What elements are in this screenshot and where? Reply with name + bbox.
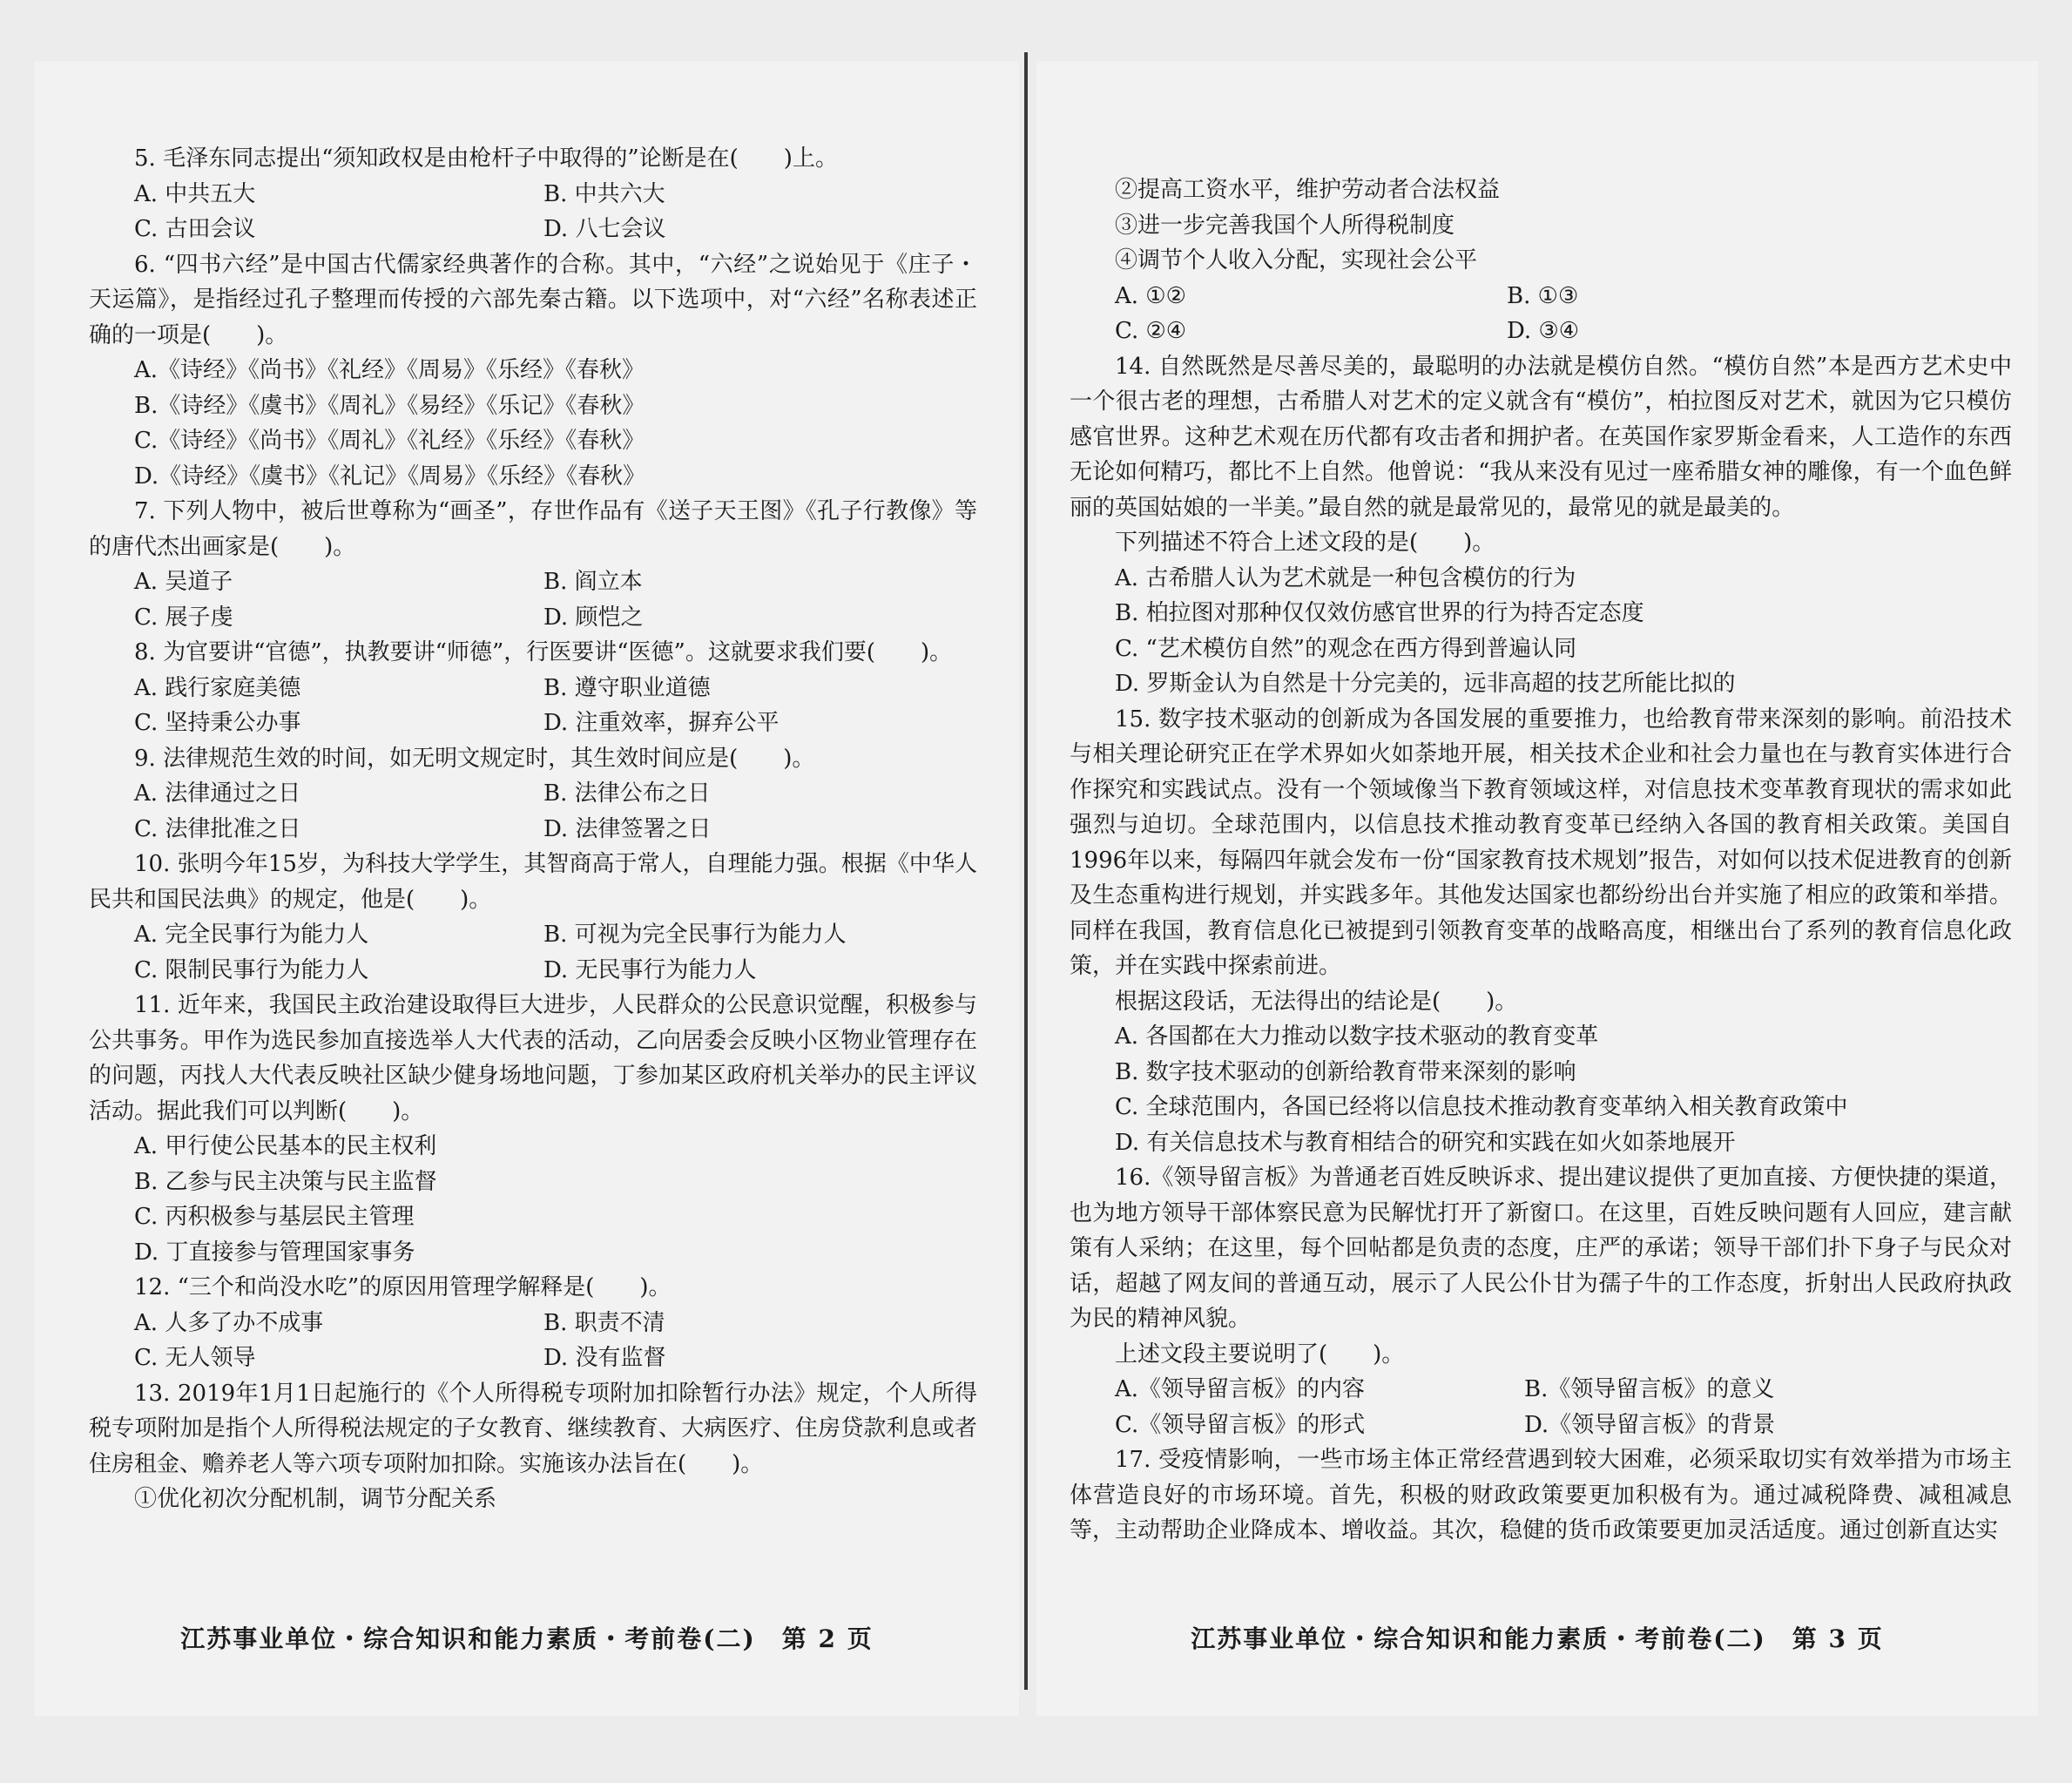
question-17-stem: 17. 受疫情影响，一些市场主体正常经营遇到较大困难，必须采取切实有效举措为市场主体营造良好的市场环境。首先，积极的财政政策要更加积极有为。通过减税降费、减租减息等，主动帮助企业降成本、增收益。其次，稳健的货币政策要更加灵活适度。通过创新直达实 bbox=[1070, 1447, 2012, 1543]
question-11-options bbox=[89, 1129, 977, 1270]
question-16-options bbox=[1070, 1372, 2012, 1442]
option: B.《领导留言板》的意义 bbox=[1524, 1376, 1775, 1402]
question-13-item: ③进一步完善我国个人所得税制度 bbox=[1115, 212, 1455, 239]
option: D. 法律签署之日 bbox=[543, 815, 712, 842]
question-13-stem: 13. 2019年1月1日起施行的《个人所得税专项附加扣除暂行办法》规定，个人所得税专项附加是指个人所得税法规定的子女教育、继续教育、大病医疗、住房贷款利息或者住房租金、赡养老人等六项专项附加扣除。实施该办法旨在( )。 bbox=[89, 1380, 977, 1477]
option: A. 吴道子 bbox=[134, 569, 233, 595]
option: C. 无人领导 bbox=[134, 1345, 256, 1371]
question-16-prompt: 上述文段主要说明了( )。 bbox=[1115, 1341, 1405, 1368]
option: B. 遵守职业道德 bbox=[543, 674, 711, 701]
option: B. 柏拉图对那种仅仅效仿感官世界的行为持否定态度 bbox=[1115, 600, 1644, 626]
option: B. ①③ bbox=[1507, 282, 1579, 309]
question-16-stem: 16.《领导留言板》为普通老百姓反映诉求、提出建议提供了更加直接、方便快捷的渠道，也为地方领导干部体察民意为民解忧打开了新窗口。在这里，百姓反映问题有人回应，建言献策有人采纳；在这里，每个回帖都是负责的态度，庄严的承诺；领导干部们扑下身子与民众对话，超越了网友间的普通互动，展示了人民公仆甘为孺子牛的工作态度，折射出人民政府执政为民的精神风貌。 bbox=[1070, 1165, 2012, 1332]
option: D.《诗经》《虞书》《礼记》《周易》《乐经》《春秋》 bbox=[134, 463, 646, 490]
option: C. “艺术模仿自然”的观念在西方得到普遍认同 bbox=[1115, 635, 1577, 662]
question-11-stem: 11. 近年来，我国民主政治建设取得巨大进步，人民群众的公民意识觉醒，积极参与公共事务。甲作为选民参加直接选举人大代表的活动，乙向居委会反映小区物业管理存在的问题，丙找人大代表反映社区缺少健身场地问题，丁参加某区政府机关举办的民主评议活动。据此我们可以判断( )。 bbox=[89, 992, 977, 1125]
question-15-prompt: 根据这段话，无法得出的结论是( )。 bbox=[1115, 988, 1518, 1015]
option: B. 可视为完全民事行为能力人 bbox=[543, 922, 847, 948]
option: D. 八七会议 bbox=[543, 216, 666, 242]
option: D. 罗斯金认为自然是十分完美的，远非高超的技艺所能比拟的 bbox=[1115, 671, 1736, 697]
left-page bbox=[35, 61, 1019, 1716]
option: B. 乙参与民主决策与民主监督 bbox=[134, 1168, 437, 1195]
question-7-options bbox=[89, 564, 977, 635]
question-13-options bbox=[1070, 279, 2012, 349]
page-footer: 江苏事业单位・综合知识和能力素质・考前卷(二) 第 3 页 bbox=[1191, 1624, 1884, 1653]
option: A.《诗经》《尚书》《礼经》《周易》《乐经》《春秋》 bbox=[134, 357, 645, 383]
question-12-stem: 12. “三个和尚没水吃”的原因用管理学解释是( )。 bbox=[134, 1274, 672, 1300]
option: A. 践行家庭美德 bbox=[134, 674, 301, 701]
question-14-prompt: 下列描述不符合上述文段的是( )。 bbox=[1115, 530, 1495, 556]
question-13-item: ②提高工资水平，维护劳动者合法权益 bbox=[1115, 177, 1501, 203]
option: C. 限制民事行为能力人 bbox=[134, 956, 369, 983]
question-13-item: ①优化初次分配机制，调节分配关系 bbox=[134, 1486, 497, 1512]
question-9-options bbox=[89, 776, 977, 847]
option: C. 丙积极参与基层民主管理 bbox=[134, 1204, 415, 1230]
question-8-options bbox=[89, 671, 977, 741]
question-14-options bbox=[1070, 561, 2012, 702]
option: B. 阎立本 bbox=[543, 569, 643, 595]
option: D. ③④ bbox=[1507, 318, 1580, 344]
question-6-stem: 6. “四书六经”是中国古代儒家经典著作的合称。其中，“六经”之说始见于《庄子・天运篇》，是指经过孔子整理而传授的六部先秦古籍。以下选项中，对“六经”名称表述正确的一项是( )。 bbox=[89, 251, 977, 348]
option: C. 展子虔 bbox=[134, 604, 233, 631]
right-page bbox=[1036, 61, 2038, 1716]
option: D.《领导留言板》的背景 bbox=[1524, 1411, 1776, 1438]
question-13-item: ④调节个人收入分配，实现社会公平 bbox=[1115, 247, 1478, 274]
question-14-stem: 14. 自然既然是尽善尽美的，最聪明的办法就是模仿自然。“模仿自然”本是西方艺术史中一个很古老的理想，古希腊人对艺术的定义就含有“模仿”，柏拉图反对艺术，就因为它只模仿感官世界。这种艺术观在历代都有攻击者和拥护者。在英国作家罗斯金看来，人工造作的东西无论如何精巧，都比不上自然。他曾说：“我从来没有见过一座希腊女神的雕像，有一个血色鲜丽的英国姑娘的一半美。”最自然的就是最常见的，最常见的就是最美的。 bbox=[1070, 353, 2012, 521]
option: C. 法律批准之日 bbox=[134, 815, 301, 842]
option: A. 古希腊人认为艺术就是一种包含模仿的行为 bbox=[1115, 564, 1576, 591]
question-5-stem: 5. 毛泽东同志提出“须知政权是由枪杆子中取得的”论断是在( )上。 bbox=[134, 145, 838, 172]
option: C.《诗经》《尚书》《周礼》《礼经》《乐经》《春秋》 bbox=[134, 428, 645, 454]
option: B. 数字技术驱动的创新给教育带来深刻的影响 bbox=[1115, 1058, 1576, 1085]
option: A. 人多了办不成事 bbox=[134, 1309, 324, 1336]
option: A. 中共五大 bbox=[134, 180, 256, 207]
option: A. 完全民事行为能力人 bbox=[134, 922, 369, 948]
option: D. 没有监督 bbox=[543, 1345, 666, 1371]
right-page-content bbox=[1070, 172, 2012, 1549]
question-10-stem: 10. 张明今年15岁，为科技大学学生，其智商高于常人，自理能力强。根据《中华人民共和国民法典》的规定，他是( )。 bbox=[89, 851, 977, 913]
option: D. 有关信息技术与教育相结合的研究和实践在如火如荼地展开 bbox=[1115, 1129, 1736, 1156]
option: C. 全球范围内，各国已经将以信息技术推动教育变革纳入相关教育政策中 bbox=[1115, 1094, 1848, 1120]
option: C. 古田会议 bbox=[134, 216, 256, 242]
option: A. 甲行使公民基本的民主权利 bbox=[134, 1133, 437, 1159]
option: D. 无民事行为能力人 bbox=[543, 956, 757, 983]
option: C. 坚持秉公办事 bbox=[134, 710, 301, 736]
question-15-options bbox=[1070, 1019, 2012, 1160]
option: D. 顾恺之 bbox=[543, 604, 644, 631]
option: B.《诗经》《虞书》《周礼》《易经》《乐记》《春秋》 bbox=[134, 392, 645, 419]
option: D. 丁直接参与管理国家事务 bbox=[134, 1239, 415, 1266]
option: A. ①② bbox=[1115, 282, 1186, 309]
option: D. 注重效率，摒弃公平 bbox=[543, 710, 780, 736]
question-15-stem: 15. 数字技术驱动的创新成为各国发展的重要推力，也给教育带来深刻的影响。前沿技术与相关理论研究正在学术界如火如荼地开展，相关技术企业和社会力量也在与教育实体进行合作探究和实践试点。没有一个领域像当下教育领域这样，对信息技术变革教育现状的需求如此强烈与迫切。全球范围内，以信息技术推动教育变革已经纳入各国的教育相关政策。美国自1996年以来，每隔四年就会发布一份“国家教育技术规划”报告，对如何以技术促进教育的创新及生态重构进行规划，并实践多年。其他发达国家也都纷纷出台并实施了相应的政策和举措。同样在我国，教育信息化已被提到引领教育变革的战略高度，相继出台了系列的教育信息化政策，并在实践中探索前进。 bbox=[1070, 706, 2012, 979]
option: B. 职责不清 bbox=[543, 1309, 665, 1336]
question-9-stem: 9. 法律规范生效的时间，如无明文规定时，其生效时间应是( )。 bbox=[134, 745, 815, 772]
page-spine-divider bbox=[1024, 52, 1028, 1690]
question-8-stem: 8. 为官要讲“官德”，执教要讲“师德”，行医要讲“医德”。这就要求我们要( )。 bbox=[134, 639, 953, 665]
question-12-options bbox=[89, 1306, 977, 1376]
question-10-options bbox=[89, 917, 977, 988]
question-7-stem: 7. 下列人物中，被后世尊称为“画圣”，存世作品有《送子天王图》《孔子行教像》等的唐代杰出画家是( )。 bbox=[89, 498, 977, 560]
option: A. 各国都在大力推动以数字技术驱动的教育变革 bbox=[1115, 1023, 1599, 1050]
option: A. 法律通过之日 bbox=[134, 780, 301, 807]
page-footer: 江苏事业单位・综合知识和能力素质・考前卷(二) 第 2 页 bbox=[180, 1624, 874, 1653]
option: C.《领导留言板》的形式 bbox=[1115, 1411, 1366, 1438]
left-page-content bbox=[89, 141, 977, 1517]
question-6-options bbox=[89, 353, 977, 494]
option: C. ②④ bbox=[1115, 318, 1187, 344]
option: B. 法律公布之日 bbox=[543, 780, 711, 807]
question-5-options bbox=[89, 177, 977, 247]
option: A.《领导留言板》的内容 bbox=[1115, 1376, 1366, 1402]
option: B. 中共六大 bbox=[543, 180, 665, 207]
